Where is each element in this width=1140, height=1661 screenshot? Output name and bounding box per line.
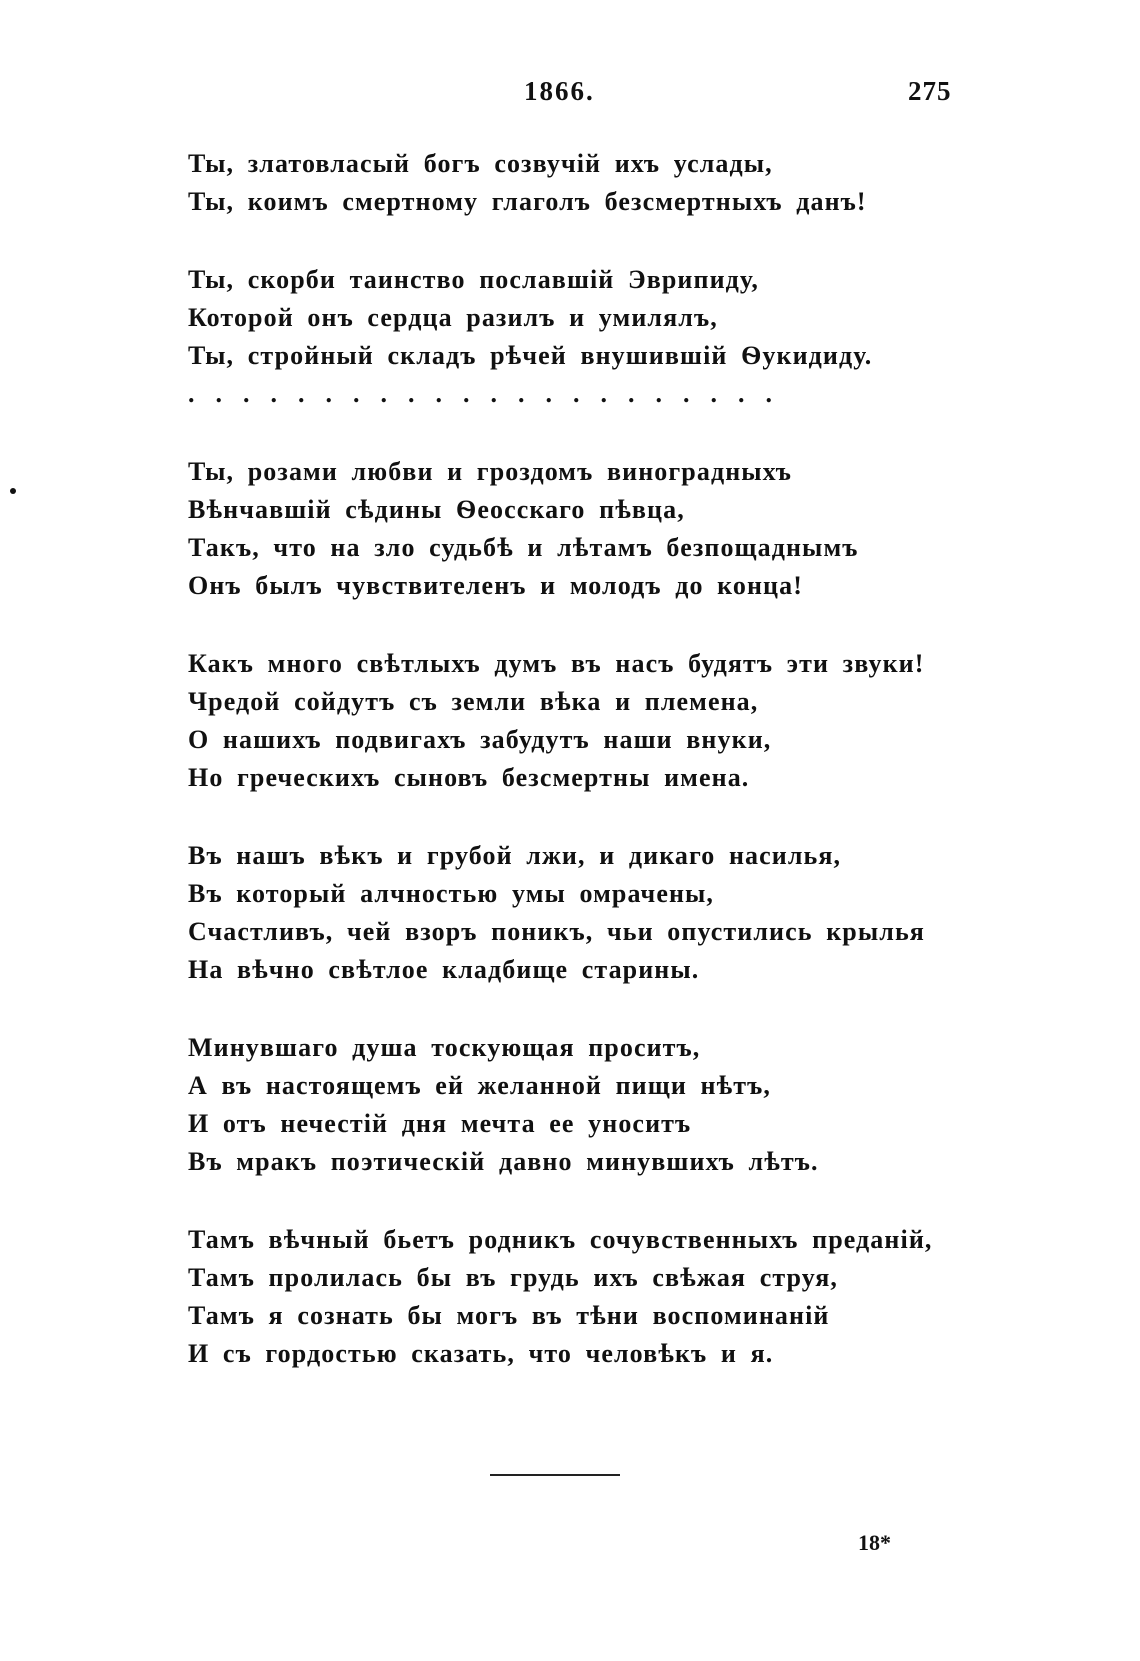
stanza [188, 261, 988, 413]
stanza-gap [188, 413, 988, 453]
page-number: 275 [908, 76, 952, 106]
poem-body [188, 145, 988, 1373]
poem-line: Ты, стройный складъ рѣчей внушившій Ѳукидиду. [188, 341, 873, 370]
poem-line: Ты, розами любви и гроздомъ виноградныхъ [188, 457, 793, 486]
poem-line: Въ мракъ поэтическій давно минувшихъ лѣтъ. [188, 1147, 819, 1176]
stanza [188, 1029, 988, 1181]
poem-line: Ты, коимъ смертному глаголъ безсмертныхъ данъ! [188, 187, 867, 216]
ink-speck [10, 488, 16, 494]
poem-line: Ты, златовласый богъ созвучій ихъ услады, [188, 149, 773, 178]
poem-line: Тамъ пролилась бы въ грудь ихъ свѣжая струя, [188, 1263, 838, 1292]
stanza [188, 453, 988, 605]
stanza-gap [188, 221, 988, 261]
poem-line: И отъ нечестій дня мечта ее уноситъ [188, 1109, 692, 1138]
stanza-gap [188, 989, 988, 1029]
stanza-gap [188, 1181, 988, 1221]
poem-line: Тамъ я сознать бы могъ въ тѣни воспоминаній [188, 1301, 830, 1330]
poem-line: Минувшаго душа тоскующая проситъ, [188, 1033, 701, 1062]
signature-mark: 18* [858, 1530, 891, 1555]
stanza [188, 145, 988, 221]
poem-line: Вѣнчавшій сѣдины Ѳеосскаго пѣвца, [188, 495, 685, 524]
page-header-year: 1866. [524, 76, 595, 106]
poem-line: На вѣчно свѣтлое кладбище старины. [188, 955, 700, 984]
poem-line: О нашихъ подвигахъ забудутъ наши внуки, [188, 725, 772, 754]
poem-line: Ты, скорби таинство пославшій Эврипиду, [188, 265, 760, 294]
stanza [188, 837, 988, 989]
end-rule [490, 1474, 620, 1476]
stanza-gap [188, 605, 988, 645]
poem-line: А въ настоящемъ ей желанной пищи нѣтъ, [188, 1071, 772, 1100]
poem-line: Такъ, что на зло судьбѣ и лѣтамъ безпощаднымъ [188, 533, 859, 562]
poem-line: Тамъ вѣчный бьетъ родникъ сочувственныхъ преданій, [188, 1225, 933, 1254]
poem-line: Въ который алчностью умы омрачены, [188, 879, 715, 908]
stanza [188, 645, 988, 797]
poem-line: И съ гордостью сказать, что человѣкъ и я. [188, 1339, 774, 1368]
poem-line: Счастливъ, чей взоръ поникъ, чьи опустились крылья [188, 917, 925, 946]
poem-line: Въ нашъ вѣкъ и грубой лжи, и дикаго насилья, [188, 841, 842, 870]
poem-line: Онъ былъ чувствителенъ и молодъ до конца! [188, 571, 804, 600]
poem-line: Чредой сойдутъ съ земли вѣка и племена, [188, 687, 759, 716]
stanza [188, 1221, 988, 1373]
stanza-gap [188, 797, 988, 837]
poem-line: Но греческихъ сыновъ безсмертны имена. [188, 763, 750, 792]
poem-line: Какъ много свѣтлыхъ думъ въ насъ будятъ эти звуки! [188, 649, 925, 678]
ellipsis-line: ...................... [188, 379, 793, 408]
poem-line: Которой онъ сердца разилъ и умилялъ, [188, 303, 718, 332]
